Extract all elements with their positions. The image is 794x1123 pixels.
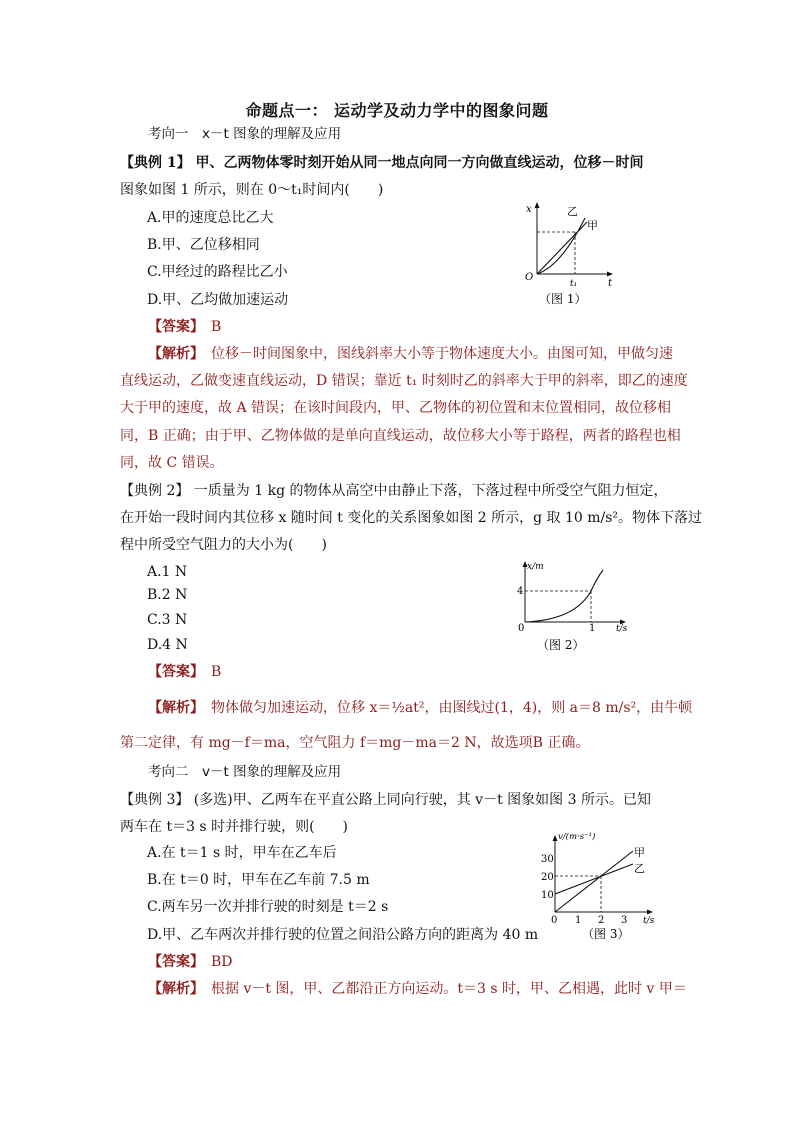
fig2-y-axis-label: x/m <box>527 562 544 572</box>
ex2-analysis-line2: 第二定律，有 mg－f＝ma，空气阻力 f＝mg－ma＝2 N，故选项B 正确。 <box>120 735 590 751</box>
ex3-option-d: D.甲、乙车两次并排行驶的位置之间沿公路方向的距离为 40 m <box>147 927 539 943</box>
fig3-x-tick-0: 0 <box>551 915 558 926</box>
figure-1 <box>515 198 615 310</box>
ex2-option-b: B.2 N <box>147 587 188 603</box>
ex1-stem-line1: 【典例 1】 甲、乙两物体零时刻开始从同一地点向同一方向做直线运动，位移－时间 <box>120 155 644 171</box>
ex1-option-b: B.甲、乙位移相同 <box>147 237 260 253</box>
ex1-analysis-line5: 同，故 C 错误。 <box>120 455 224 471</box>
ex1-option-c: C.甲经过的路程比乙小 <box>147 264 288 280</box>
ex1-analysis-line1: 【解析】 位移－时间图象中，图线斜率大小等于物体速度大小。由图可知，甲做匀速 <box>148 346 673 362</box>
ex2-stem-line3: 程中所受空气阻力的大小为( ) <box>120 537 327 553</box>
ex3-stem-line1: 【典例 3】 (多选)甲、乙两车在平直公路上同向行驶，其 v－t 图象如图 3 所示。已知 <box>120 792 651 808</box>
fig3-x-tick-2: 2 <box>598 915 605 926</box>
ex1-option-d: D.甲、乙均做加速运动 <box>147 292 289 308</box>
fig1-t1-tick: t₁ <box>570 279 578 289</box>
ex2-answer: 【答案】 B <box>148 664 222 680</box>
ex1-analysis-line3: 大于甲的速度，故 A 错误；在该时间段内，甲、乙物体的初位置和末位置相同，故位移相 <box>120 400 672 416</box>
fig3-label-yi: 乙 <box>634 862 645 875</box>
ex3-option-a: A.在 t＝1 s 时，甲车在乙车后 <box>147 845 337 861</box>
ex3-answer: 【答案】 BD <box>148 954 233 970</box>
figure-2 <box>505 558 635 656</box>
ex2-stem-line1: 【典例 2】 一质量为 1 kg 的物体从高空中由静止下落，下落过程中所受空气阻力恒定， <box>120 483 668 499</box>
fig2-x-axis-label: t/s <box>616 624 628 634</box>
fig3-x-tick-3: 3 <box>621 915 628 926</box>
ex3-option-b: B.在 t＝0 时，甲车在乙车前 7.5 m <box>147 872 370 888</box>
page-title: 命题点一： 运动学及动力学中的图象问题 <box>245 101 549 120</box>
ex3-stem-line2: 两车在 t＝3 s 时并排行驶，则( ) <box>120 819 348 835</box>
fig1-label-yi: 乙 <box>567 205 578 218</box>
section-heading-1: 考向一 x－t 图象的理解及应用 <box>148 126 342 142</box>
fig3-y-tick-30: 30 <box>541 854 554 865</box>
fig2-y-tick-4: 4 <box>517 586 524 597</box>
ex2-option-d: D.4 N <box>147 637 188 653</box>
fig1-label-jia: 甲 <box>587 219 598 232</box>
ex3-analysis-line1: 【解析】 根据 v－t 图，甲、乙都沿正方向运动。t＝3 s 时，甲、乙相遇，此时 v 甲＝ <box>148 981 687 997</box>
fig3-y-axis-label: v/(m·s⁻¹) <box>558 832 596 842</box>
fig1-caption: （图 1） <box>539 292 587 306</box>
ex1-answer: 【答案】 B <box>148 319 222 335</box>
section-heading-2: 考向二 v－t 图象的理解及应用 <box>148 764 342 780</box>
fig2-x-tick-1: 1 <box>589 623 596 634</box>
ex2-stem-line2: 在开始一段时间内其位移 x 随时间 t 变化的关系图象如图 2 所示，g 取 10 m/s²。物体下落过 <box>120 510 703 526</box>
ex1-stem-line2: 图象如图 1 所示，则在 0～t₁时间内( ) <box>120 182 384 198</box>
figure-3 <box>530 826 660 942</box>
fig1-y-axis-label: x <box>526 204 532 215</box>
ex1-analysis-line2: 直线运动，乙做变速直线运动，D 错误；靠近 t₁ 时刻时乙的斜率大于甲的斜率，即乙的速度 <box>120 373 688 389</box>
fig3-x-axis-label: t/s <box>643 916 655 926</box>
fig3-y-tick-10: 10 <box>541 890 554 901</box>
ex1-analysis-line4: 同，B 正确；由于甲、乙物体做的是单向直线运动，故位移大小等于路程，两者的路程也相 <box>120 428 681 444</box>
fig1-origin-label: O <box>525 272 534 283</box>
ex2-analysis-line1: 【解析】 物体做匀加速运动，位移 x＝½at²，由图线过(1，4)，则 a＝8 m/s²，由牛顿 <box>148 700 693 716</box>
fig1-x-axis-label: t <box>608 278 613 289</box>
ex2-option-c: C.3 N <box>147 612 188 628</box>
fig3-caption: （图 3） <box>582 927 630 941</box>
fig3-y-tick-20: 20 <box>541 872 554 883</box>
fig2-caption: （图 2） <box>537 638 585 652</box>
ex3-option-c: C.两车另一次并排行驶的时刻是 t＝2 s <box>147 899 389 915</box>
fig3-x-tick-1: 1 <box>575 915 582 926</box>
fig3-label-jia: 甲 <box>634 846 645 859</box>
fig2-origin-label: 0 <box>518 623 525 634</box>
ex1-option-a: A.甲的速度总比乙大 <box>147 210 274 226</box>
ex2-option-a: A.1 N <box>147 564 188 580</box>
